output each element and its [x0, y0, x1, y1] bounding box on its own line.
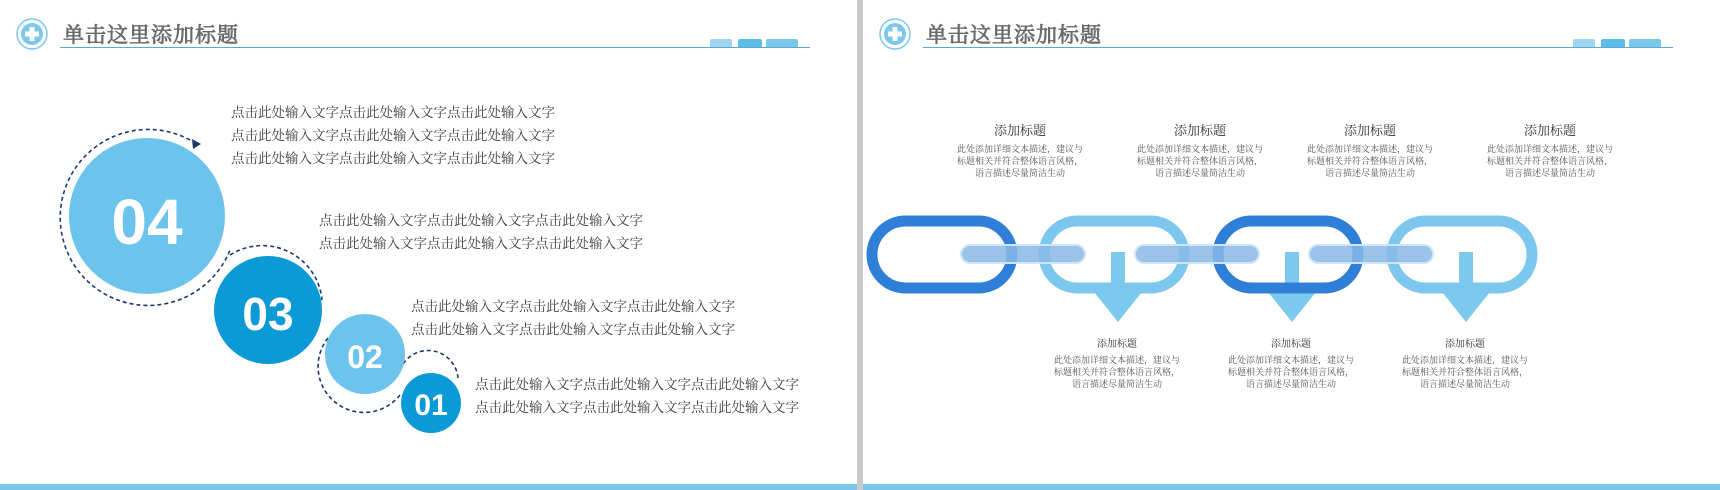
text-line: 点击此处输入文字点击此处输入文字点击此处输入文字	[475, 377, 799, 393]
step-01-text	[475, 374, 799, 420]
step-03-text	[319, 210, 643, 256]
page-title: 单击这里添加标题	[63, 23, 239, 47]
desc-line: 语言描述尽量简洁生动	[1154, 169, 1245, 179]
ring-arrow-icon	[192, 139, 201, 149]
top-item-title: 添加标题	[1173, 124, 1226, 139]
left-slide[interactable]	[0, 0, 857, 490]
desc-line: 语言描述尽量简洁生动	[1324, 169, 1415, 179]
bottom-item-desc	[1380, 355, 1550, 391]
desc-line: 此处添加详细文本描述，建议与	[1401, 356, 1528, 366]
desc-line: 标题相关并符合整体语言风格，	[1053, 368, 1180, 378]
text-line: 点击此处输入文字点击此处输入文字点击此处输入文字	[231, 105, 555, 121]
text-line: 点击此处输入文字点击此处输入文字点击此处输入文字	[319, 236, 643, 252]
bottom-item-title: 添加标题	[1271, 339, 1311, 350]
bottom-item-desc	[1032, 355, 1202, 391]
desc-line: 语言描述尽量简洁生动	[1071, 380, 1162, 390]
desc-line: 标题相关并符合整体语言风格，	[1486, 157, 1613, 167]
desc-line: 标题相关并符合整体语言风格，	[1227, 368, 1354, 378]
desc-line: 标题相关并符合整体语言风格，	[1401, 368, 1528, 378]
text-line: 点击此处输入文字点击此处输入文字点击此处输入文字	[411, 322, 735, 338]
top-item-title: 添加标题	[1343, 124, 1396, 139]
desc-line: 标题相关并符合整体语言风格，	[1306, 157, 1433, 167]
desc-line: 此处添加详细文本描述，建议与	[1136, 145, 1263, 155]
desc-line: 标题相关并符合整体语言风格，	[956, 157, 1083, 167]
chain-connector	[961, 245, 1085, 263]
desc-line: 此处添加详细文本描述，建议与	[1306, 145, 1433, 155]
bottom-item-title: 添加标题	[1097, 339, 1137, 350]
bottom-bar	[863, 484, 1720, 490]
bottom-item-desc	[1206, 355, 1376, 391]
chain-link-diagram	[863, 0, 1720, 490]
desc-line: 语言描述尽量简洁生动	[1245, 380, 1336, 390]
text-line: 点击此处输入文字点击此处输入文字点击此处输入文字	[319, 213, 643, 229]
desc-line: 此处添加详细文本描述，建议与	[1053, 356, 1180, 366]
desc-line: 标题相关并符合整体语言风格，	[1136, 157, 1263, 167]
desc-line: 语言描述尽量简洁生动	[1504, 169, 1595, 179]
text-line: 点击此处输入文字点击此处输入文字点击此处输入文字	[411, 299, 735, 315]
step-number-02: 02	[347, 339, 383, 375]
step-02-text	[411, 296, 735, 342]
bottom-item-title: 添加标题	[1445, 339, 1485, 350]
desc-line: 此处添加详细文本描述，建议与	[1227, 356, 1354, 366]
top-item-title: 添加标题	[1523, 124, 1576, 139]
step-number-03: 03	[242, 288, 294, 340]
chain-connector	[1309, 245, 1433, 263]
desc-line: 语言描述尽量简洁生动	[1419, 380, 1510, 390]
step-number-04: 04	[111, 186, 183, 258]
text-line: 点击此处输入文字点击此处输入文字点击此处输入文字	[231, 128, 555, 144]
step-04-text	[231, 102, 555, 171]
desc-line: 此处添加详细文本描述，建议与	[1486, 145, 1613, 155]
text-line: 点击此处输入文字点击此处输入文字点击此处输入文字	[231, 151, 555, 167]
chain-connector	[1135, 245, 1259, 263]
desc-line: 此处添加详细文本描述，建议与	[956, 145, 1083, 155]
step-number-01: 01	[414, 389, 448, 422]
right-slide[interactable]	[863, 0, 1720, 490]
bottom-bar	[0, 484, 857, 490]
page-title: 单击这里添加标题	[926, 23, 1102, 47]
text-line: 点击此处输入文字点击此处输入文字点击此处输入文字	[475, 400, 799, 416]
desc-line: 语言描述尽量简洁生动	[974, 169, 1065, 179]
top-item-title: 添加标题	[993, 124, 1046, 139]
